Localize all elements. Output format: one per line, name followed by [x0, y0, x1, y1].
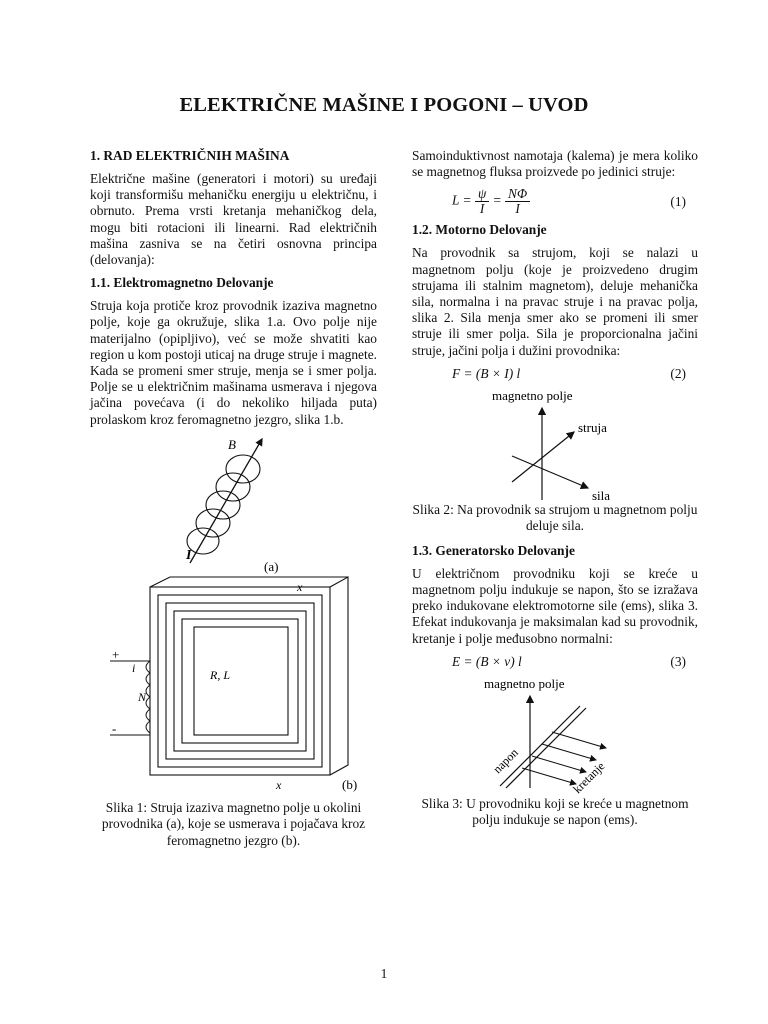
- paragraph-motor-action: Na provodnik sa strujom, koji se nalazi u magnetnom polju (koje je proizvedeno drugim strujama ili stalnim magnetom), deluje mehanička sila, normalna i na pravac struje i na pravac polja, slika 2. Sila menja smer ako se promeni ili smer struje ili smer polja. Sila je proporcionalna jačini struje, jačini polja i dužini provodnika:: [412, 245, 698, 358]
- fig1b-tag: (b): [342, 776, 358, 792]
- equation-3: [412, 654, 698, 670]
- fig2-label-force: sila: [592, 487, 611, 502]
- paragraph-self-inductance: Samoinduktivnost namotaja (kalema) je mera koliko se magnetnog fluksa proizvede po jedinici struje:: [412, 148, 698, 180]
- equation-1: [412, 187, 698, 216]
- figure-3-induced-voltage: [412, 676, 698, 796]
- fig3-label-motion: kretanje: [570, 758, 608, 796]
- fig1b-x-bottom: x: [276, 777, 282, 792]
- eq1-frac-flux: [505, 187, 530, 216]
- equation-2: [412, 366, 698, 382]
- section-heading-1: 1. RAD ELEKTRIČNIH MAŠINA: [90, 148, 290, 163]
- caption-figure-3: Slika 3: U provodniku koji se kreće u magnetnom polju indukuje se napon (ems).: [421, 795, 689, 828]
- fig1b-current-i: i: [132, 660, 136, 675]
- fig3-label-field: magnetno polje: [484, 675, 565, 691]
- fig1a-label-B: B: [228, 436, 236, 452]
- paragraph-generator-action: U električnom provodniku koji se kreće u magnetnom polju indukuje se napon, što se izražava preko indukovane elektromotorne sile (ems), slika 3. Efekat indukovanja je maksimalan kad su provodnik, kretanje i polje međusobno normalni:: [412, 565, 698, 646]
- caption-figure-1: Slika 1: Struja izaziva magnetno polje u okolini provodnika (a), koje se usmerava i pojačava kroz feromagnetno jezgro (b).: [101, 799, 366, 848]
- paragraph-electromagnetic: Struja koja protiče kroz provodnik izaziva magnetno polje, koje ga okružuje, slika 1.a. Ovo polje nije materijalno (opipljivo), već se može shvatiti kao region u kom postoji uticaj na druge struje i magnete. Kada se promeni smer struje, menja se i smer polja. Polje se u električnim mašinama usmerava i njegova jačina povećava (i do nekoliko hiljada puta) prolaskom kroz feromagnetno jezgro, slika 1.b.: [90, 298, 377, 427]
- eq1-equals: =: [492, 192, 502, 208]
- fig3-conductor: [500, 706, 586, 788]
- figure-1b-ferromagnetic-core: [90, 575, 377, 800]
- fig2-axes: [512, 408, 588, 500]
- fig1b-plus: +: [112, 646, 120, 662]
- eq1-num2: NΦ: [505, 187, 530, 202]
- fig1a-tag: (a): [264, 558, 279, 574]
- fig2-label-current: struja: [578, 419, 607, 435]
- section-heading-1-2: 1.2. Motorno Delovanje: [412, 222, 547, 238]
- eq1-frac-psi: [475, 187, 489, 216]
- section-heading-1-3: 1.3. Generatorsko Delovanje: [412, 542, 575, 558]
- fig1a-label-I: I: [186, 547, 192, 563]
- eq1-num1: ψ: [475, 187, 489, 202]
- eq1-den1: I: [479, 201, 485, 217]
- fig3-label-voltage: napon: [490, 745, 521, 776]
- section-heading-1-1: 1.1. Elektromagnetno Delovanje: [90, 275, 274, 291]
- figure-1a-conductor-field: [90, 435, 377, 575]
- right-column: [412, 148, 698, 837]
- equation-3-number: (3): [670, 653, 686, 669]
- fig2-label-field: magnetno polje: [492, 387, 573, 403]
- fig1b-x-top: x: [297, 579, 303, 594]
- page-number: 1: [380, 966, 388, 981]
- equation-1-formula: [412, 187, 530, 216]
- figure-2-force-axes: [412, 388, 698, 502]
- equation-2-number: (2): [670, 365, 686, 381]
- caption-figure-2: Slika 2: Na provodnik sa strujom u magnetnom polju deluje sila.: [412, 501, 698, 534]
- fig1b-core: [150, 577, 348, 775]
- paragraph-intro: Električne mašine (generatori i motori) su uređaji koji transformišu mehaničku energiju u električnu, i obrnuto. Prema vrsti kretanja mehaničkog dela, mogu biti rotacioni ili linearni. Rad električnih mašina zasniva se na četiri osnovna principa (delovanja):: [90, 171, 377, 268]
- equation-2-formula: F = (B × I) l: [452, 365, 521, 381]
- fig1b-minus: -: [112, 720, 117, 736]
- eq1-lhs: L =: [452, 192, 472, 208]
- fig1b-turns-N: N: [138, 689, 147, 704]
- left-column: [90, 148, 377, 857]
- fig1a-conductor: [190, 436, 262, 563]
- eq1-den2: I: [515, 201, 520, 217]
- page-title: ELEKTRIČNE MAŠINE I POGONI – UVOD: [179, 94, 589, 116]
- equation-3-formula: E = (B × v) l: [452, 653, 522, 669]
- equation-1-number: (1): [670, 193, 686, 209]
- fig1b-RL: R, L: [210, 667, 231, 682]
